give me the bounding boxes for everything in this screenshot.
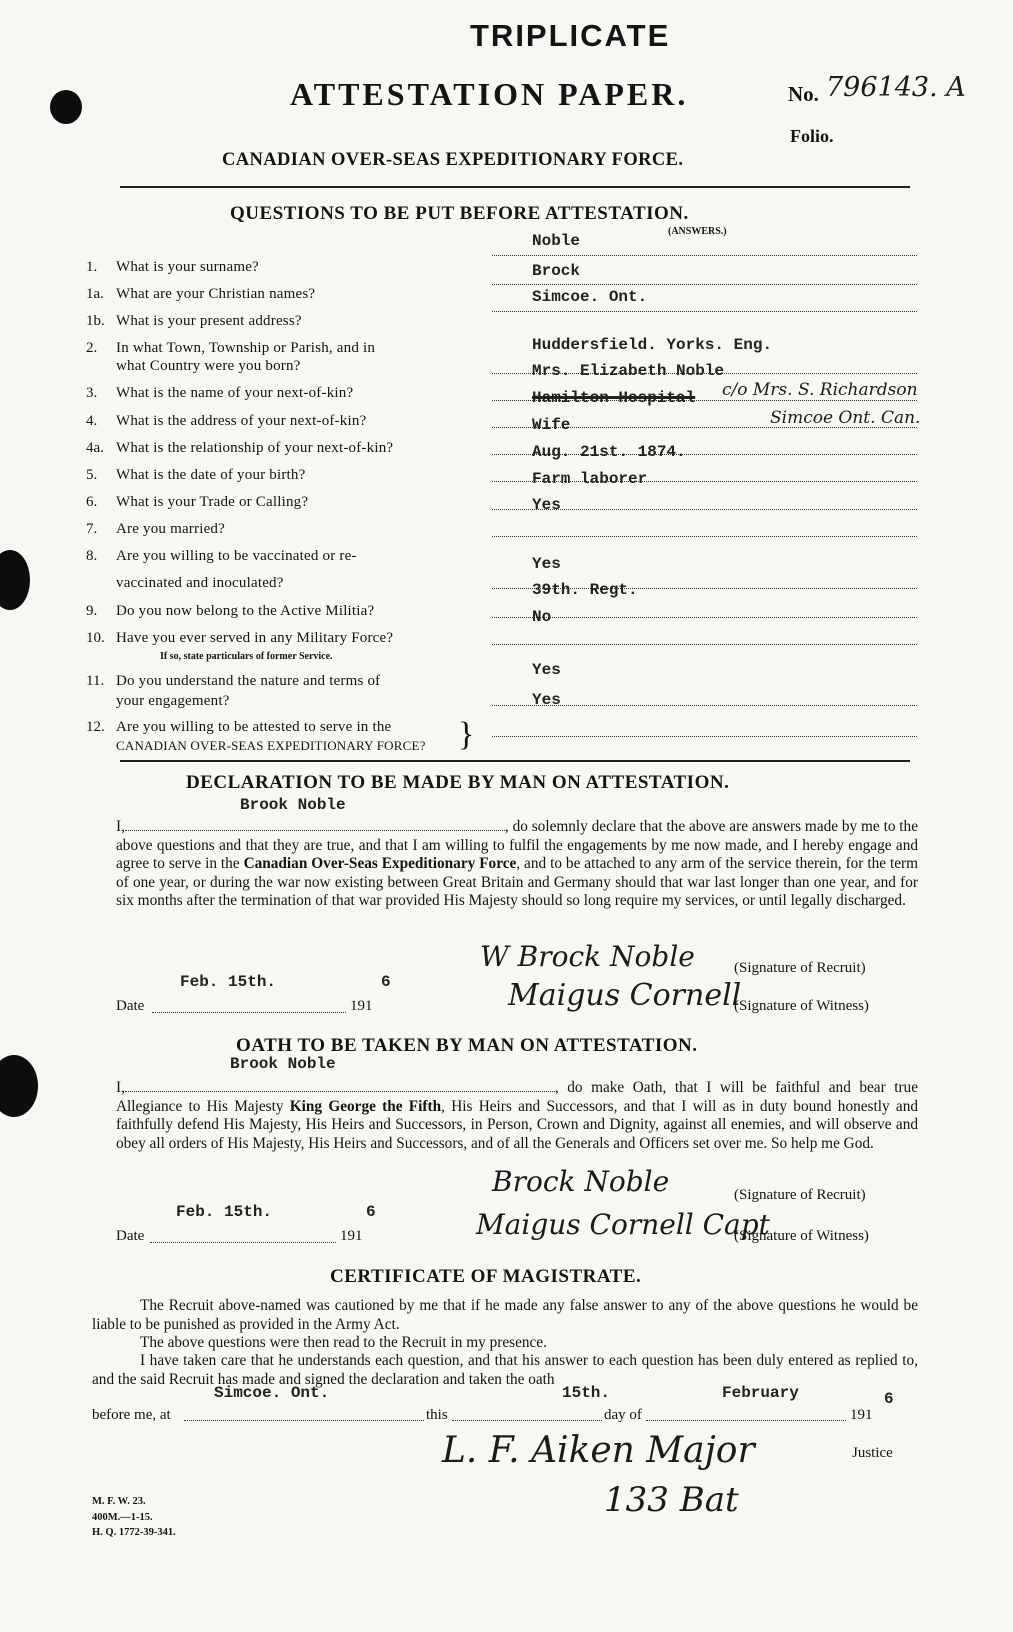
question-number: 10. (86, 630, 105, 646)
certificate-day: 15th. (562, 1384, 611, 1402)
question-text: Do you understand the nature and terms of (116, 673, 381, 689)
folio-label: Folio. (790, 126, 834, 146)
oath-year-typed: 6 (366, 1203, 376, 1221)
question-text: Have you ever served in any Military Force? (116, 630, 394, 646)
question-number: 9. (86, 603, 98, 619)
answer-line (492, 284, 917, 285)
oath-date-label: Date (116, 1228, 145, 1244)
oath-body-end: , His Heirs and Successors, and that I will as in duty bound honestly and faithfully defend His Majesty, His Heirs and Successors, in Person, Crown and Dignity, against all enemies, and will observe and obey all orders of His Majesty, His Heirs and Successors, and of all the Generals and Officers set over me. So help me God. (116, 1097, 918, 1152)
declaration-date-line (152, 1012, 346, 1013)
answer-line (492, 644, 917, 645)
answer-christian-names: Brock (532, 262, 581, 280)
form-code-line2: 400M.—1-15. (92, 1512, 153, 1523)
regimental-number: 796143. A (826, 72, 966, 103)
declaration-name: Brook Noble (240, 796, 346, 814)
declaration-witness-signature: Maigus Cornell (508, 978, 742, 1013)
question-number: 6. (86, 494, 98, 510)
question-text: Are you married? (116, 521, 225, 537)
question-text-continued: what Country were you born? (116, 358, 301, 374)
declaration-date-label: Date (116, 998, 145, 1014)
certificate-heading: CERTIFICATE OF MAGISTRATE. (330, 1266, 642, 1287)
question-text-continued: CANADIAN OVER-SEAS EXPEDITIONARY FORCE? (116, 738, 426, 753)
answer-birth-date: Aug. 21st. 1874. (532, 443, 686, 461)
answer-birthplace: Huddersfield. Yorks. Eng. (532, 336, 773, 354)
bracket: } (458, 716, 475, 753)
certificate-p3-text: I have taken care that he understands each question, and that his answer to each question has been duly entered as replied to, and the said Recruit has made and signed the declaration and taken the oath (92, 1352, 918, 1388)
oath-king: King George the Fifth (289, 1097, 442, 1115)
oath-sig-recruit-label: (Signature of Recruit) (734, 1187, 866, 1203)
answer-married: Yes (532, 496, 561, 514)
question-note: If so, state particulars of former Service. (160, 651, 333, 662)
oath-heading: OATH TO BE TAKEN BY MAN ON ATTESTATION. (236, 1035, 698, 1056)
force-title: CANADIAN OVER-SEAS EXPEDITIONARY FORCE. (222, 150, 684, 170)
question-number: 1. (86, 259, 98, 275)
oath-year-label: 191 (340, 1228, 363, 1244)
declaration-recruit-signature: W Brock Noble (480, 940, 695, 973)
certificate-p2-text: The above questions were then read to the Recruit in my presence. (140, 1334, 547, 1351)
oath-date-typed: Feb. 15th. (176, 1203, 273, 1221)
certificate-day-of-label: day of (604, 1407, 642, 1423)
answer-willing-to-serve: Yes (532, 691, 561, 709)
question-text: What is the name of your next-of-kin? (116, 385, 354, 401)
declaration-sig-recruit-label: (Signature of Recruit) (734, 960, 866, 976)
binder-hole-top (50, 90, 82, 124)
certificate-p1 (92, 1297, 918, 1334)
certificate-month-line (646, 1420, 846, 1421)
question-number: 5. (86, 467, 98, 483)
magistrate-signature: L. F. Aiken Major (442, 1430, 755, 1471)
declaration-heading: DECLARATION TO BE MADE BY MAN ON ATTESTATION. (186, 772, 730, 793)
page-title: ATTESTATION PAPER. (290, 76, 689, 112)
question-text: What is the relationship of your next-of-kin? (116, 440, 394, 456)
answer-next-of-kin-address-handwritten: c/o Mrs. S. Richardson (722, 380, 918, 400)
answer-vaccinated: Yes (532, 555, 561, 573)
answer-next-of-kin-address: Hamilton Hospital (532, 389, 696, 407)
question-number: 7. (86, 521, 98, 537)
header-rule (120, 186, 910, 188)
answer-line (492, 255, 917, 256)
answer-line (492, 311, 917, 312)
answer-understand-terms: Yes (532, 661, 561, 679)
answers-label: (ANSWERS.) (668, 226, 727, 237)
number-label: No. (788, 82, 819, 106)
oath-text (116, 1079, 918, 1153)
declaration-force: Canadian Over-Seas Expeditionary Force (243, 855, 517, 872)
oath-name: Brook Noble (230, 1055, 336, 1073)
certificate-place: Simcoe. Ont. (214, 1384, 330, 1402)
binder-hole-middle (0, 550, 30, 610)
magistrate-unit: 133 Bat (604, 1480, 739, 1520)
question-number: 11. (86, 673, 105, 689)
question-text-continued: your engagement? (116, 693, 230, 709)
answer-next-of-kin: Mrs. Elizabeth Noble (532, 362, 725, 380)
answer-line (492, 736, 917, 737)
certificate-before-label: before me, at (92, 1407, 171, 1423)
declaration-year-label: 191 (350, 998, 373, 1014)
certificate-p1-text: The Recruit above-named was cautioned by me that if he made any false answer to any of the above questions he would be liable to be punished as provided in the Army Act. (92, 1297, 918, 1333)
certificate-p2 (92, 1334, 918, 1353)
declaration-date-typed: Feb. 15th. (180, 973, 277, 991)
oath-witness-signature: Maigus Cornell Capt (476, 1208, 770, 1241)
question-text: What is the date of your birth? (116, 467, 306, 483)
oath-recruit-signature: Brock Noble (492, 1165, 670, 1198)
question-text: What is your present address? (116, 313, 302, 329)
answer-military-service: No (532, 608, 552, 626)
oath-body-start: , do make Oath, that I will be faithful and bear true Allegiance to His Majesty (116, 1079, 918, 1115)
declaration-sig-witness-label: (Signature of Witness) (734, 998, 869, 1014)
declaration-text (116, 818, 918, 911)
certificate-month: February (722, 1384, 799, 1402)
certificate-year: 6 (884, 1390, 894, 1408)
question-text: What is your surname? (116, 259, 259, 275)
answer-present-address: Simcoe. Ont. (532, 288, 648, 306)
certificate-place-line (184, 1420, 424, 1421)
form-code-line1: M. F. W. 23. (92, 1496, 146, 1507)
question-number: 1b. (86, 313, 105, 329)
oath-date-line (150, 1242, 336, 1243)
declaration-body-start: , do solemnly declare that the above are answers made by me to the above questions and that they are true, and that I am willing to fulfil the engagements by me now made, and I hereby engage and agree to serve in the (116, 818, 918, 872)
certificate-justice-label: Justice (852, 1445, 893, 1461)
question-number: 2. (86, 340, 98, 356)
certificate-this-label: this (426, 1407, 448, 1423)
triplicate-stamp: TRIPLICATE (470, 18, 671, 53)
certificate-year-label: 191 (850, 1407, 873, 1423)
question-number: 12. (86, 719, 105, 735)
question-text: Are you willing to be vaccinated or re- (116, 548, 357, 564)
declaration-i: I, (116, 818, 125, 835)
oath-i: I, (116, 1079, 125, 1096)
declaration-body-end: , and to be attached to any arm of the service therein, for the term of one year, or during the war now existing between Great Britain and Germany should that war last longer than one year, and for six months after the termination of that war provided His Majesty should so long require my services, or until legally discharged. (116, 855, 918, 909)
question-number: 1a. (86, 286, 104, 302)
answer-relationship: Wife (532, 416, 571, 434)
questions-heading: QUESTIONS TO BE PUT BEFORE ATTESTATION. (230, 203, 689, 224)
binder-hole-lower (0, 1055, 38, 1117)
questions-rule (120, 760, 910, 762)
declaration-year-typed: 6 (381, 973, 391, 991)
question-number: 4a. (86, 440, 104, 456)
answer-line (492, 617, 917, 618)
answer-surname: Noble (532, 232, 581, 250)
question-text: Are you willing to be attested to serve in the (116, 719, 392, 735)
oath-sig-witness-label: (Signature of Witness) (734, 1228, 869, 1244)
answer-active-militia: 39th. Regt. (532, 581, 638, 599)
question-text: What are your Christian names? (116, 286, 316, 302)
answer-line (492, 536, 917, 537)
question-text: Do you now belong to the Active Militia? (116, 603, 375, 619)
question-number: 8. (86, 548, 98, 564)
question-text-continued: vaccinated and inoculated? (116, 575, 284, 591)
question-text: In what Town, Township or Parish, and in (116, 340, 376, 356)
question-number: 4. (86, 413, 98, 429)
form-code-line3: H. Q. 1772-39-341. (92, 1527, 176, 1538)
answer-trade: Farm laborer (532, 470, 648, 488)
answer-next-of-kin-address-handwritten-line2: Simcoe Ont. Can. (770, 408, 921, 428)
question-text: What is the address of your next-of-kin? (116, 413, 367, 429)
question-text: What is your Trade or Calling? (116, 494, 309, 510)
certificate-day-line (452, 1420, 602, 1421)
question-number: 3. (86, 385, 98, 401)
